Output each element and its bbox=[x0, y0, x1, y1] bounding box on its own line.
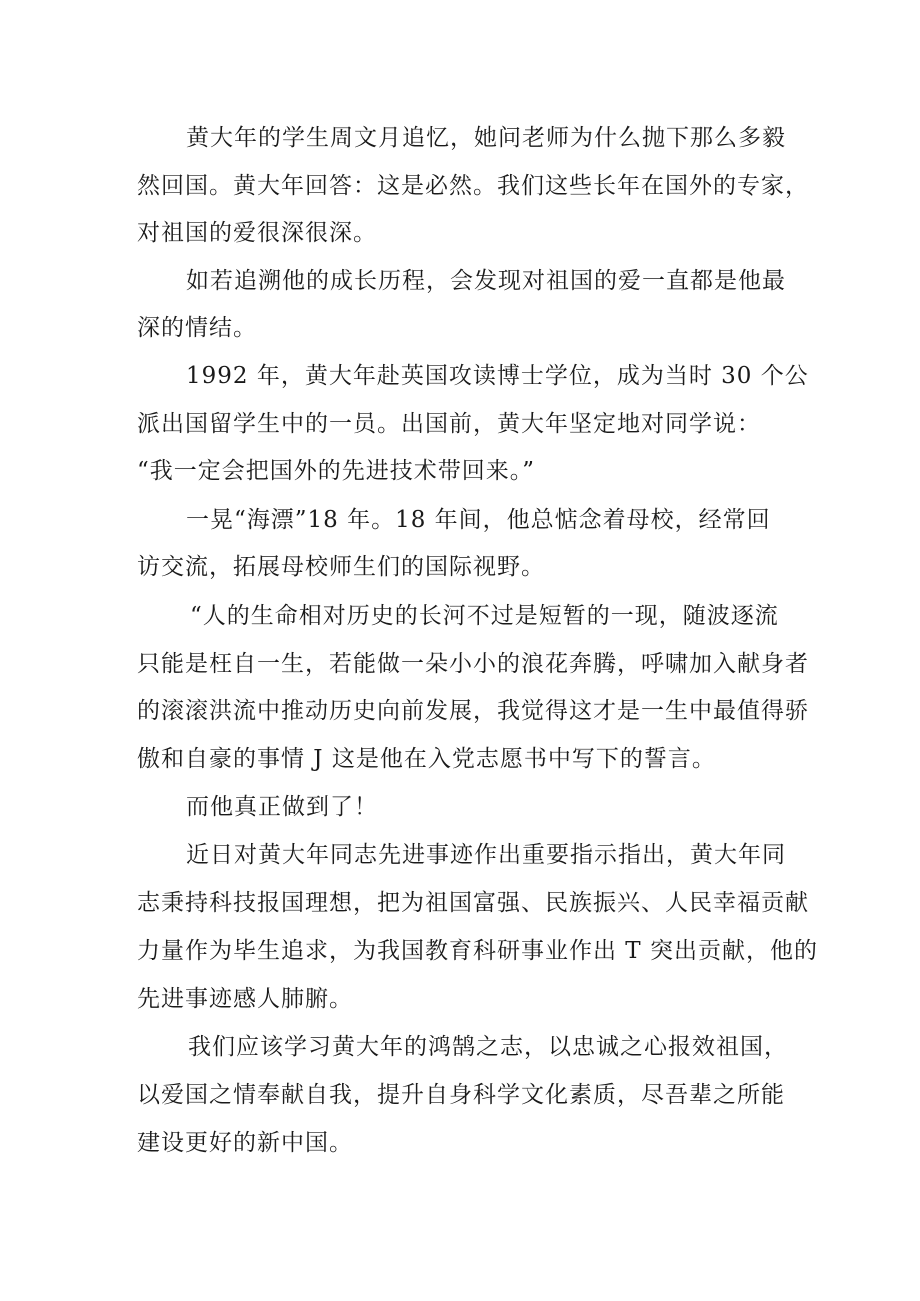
paragraph-5-line-1: “人的生命相对历史的长河不过是短暂的一现，随波逐流 bbox=[190, 603, 779, 629]
paragraph-8-line-2: 以爱国之情奉献自我，提升自身科学文化素质，尽吾辈之所能 bbox=[137, 1082, 785, 1108]
paragraph-1-line-2: 然回国。黄大年回答：这是必然。我们这些长年在国外的专家， bbox=[137, 173, 809, 199]
paragraph-3-line-3: “我一定会把国外的先进技术带回来。” bbox=[137, 458, 536, 484]
paragraph-2-line-1: 如若追溯他的成长历程，会发现对祖国的爱一直都是他最 bbox=[186, 268, 786, 294]
paragraph-2-line-2: 深的情结。 bbox=[137, 315, 257, 341]
paragraph-4-line-2: 访交流，拓展母校师生们的国际视野。 bbox=[137, 554, 545, 580]
paragraph-1-line-3: 对祖国的爱很深很深。 bbox=[137, 220, 377, 246]
paragraph-7-line-3: 力量作为毕生追求，为我国教育科研事业作出 T 突出贡献，他的 bbox=[137, 938, 818, 964]
paragraph-4-line-1: 一晃“海漂”18 年。18 年间，他总惦念着母校，经常回 bbox=[186, 507, 771, 533]
paragraph-6-line-1: 而他真正做到了！ bbox=[186, 794, 378, 820]
paragraph-1-line-1: 黄大年的学生周文月追忆，她问老师为什么抛下那么多毅 bbox=[186, 125, 786, 151]
paragraph-3-line-2: 派出国留学生中的一员。出国前，黄大年坚定地对同学说： bbox=[137, 411, 761, 437]
paragraph-5-line-4: 傲和自豪的事情 J 这是他在入党志愿书中写下的誓言。 bbox=[137, 746, 716, 772]
paragraph-5-line-3: 的滚滚洪流中推动历史向前发展，我觉得这才是一生中最值得骄 bbox=[137, 698, 809, 724]
paragraph-7-line-4: 先进事迹感人肺腑。 bbox=[137, 986, 353, 1012]
paragraph-8-line-1: 我们应该学习黄大年的鸿鹄之志，以忠诚之心报效祖国， bbox=[188, 1034, 788, 1060]
paragraph-5-line-2: 只能是枉自一生，若能做一朵小小的浪花奔腾，呼啸加入献身者 bbox=[137, 651, 809, 677]
paragraph-7-line-1: 近日对黄大年同志先进事迹作出重要指示指出，黄大年同 bbox=[186, 842, 786, 868]
paragraph-3-line-1: 1992 年，黄大年赴英国攻读博士学位，成为当时 30 个公 bbox=[186, 363, 809, 389]
paragraph-7-line-2: 志秉持科技报国理想，把为祖国富强、民族振兴、人民幸福贡献 bbox=[137, 890, 809, 916]
paragraph-8-line-3: 建设更好的新中国。 bbox=[137, 1130, 353, 1156]
